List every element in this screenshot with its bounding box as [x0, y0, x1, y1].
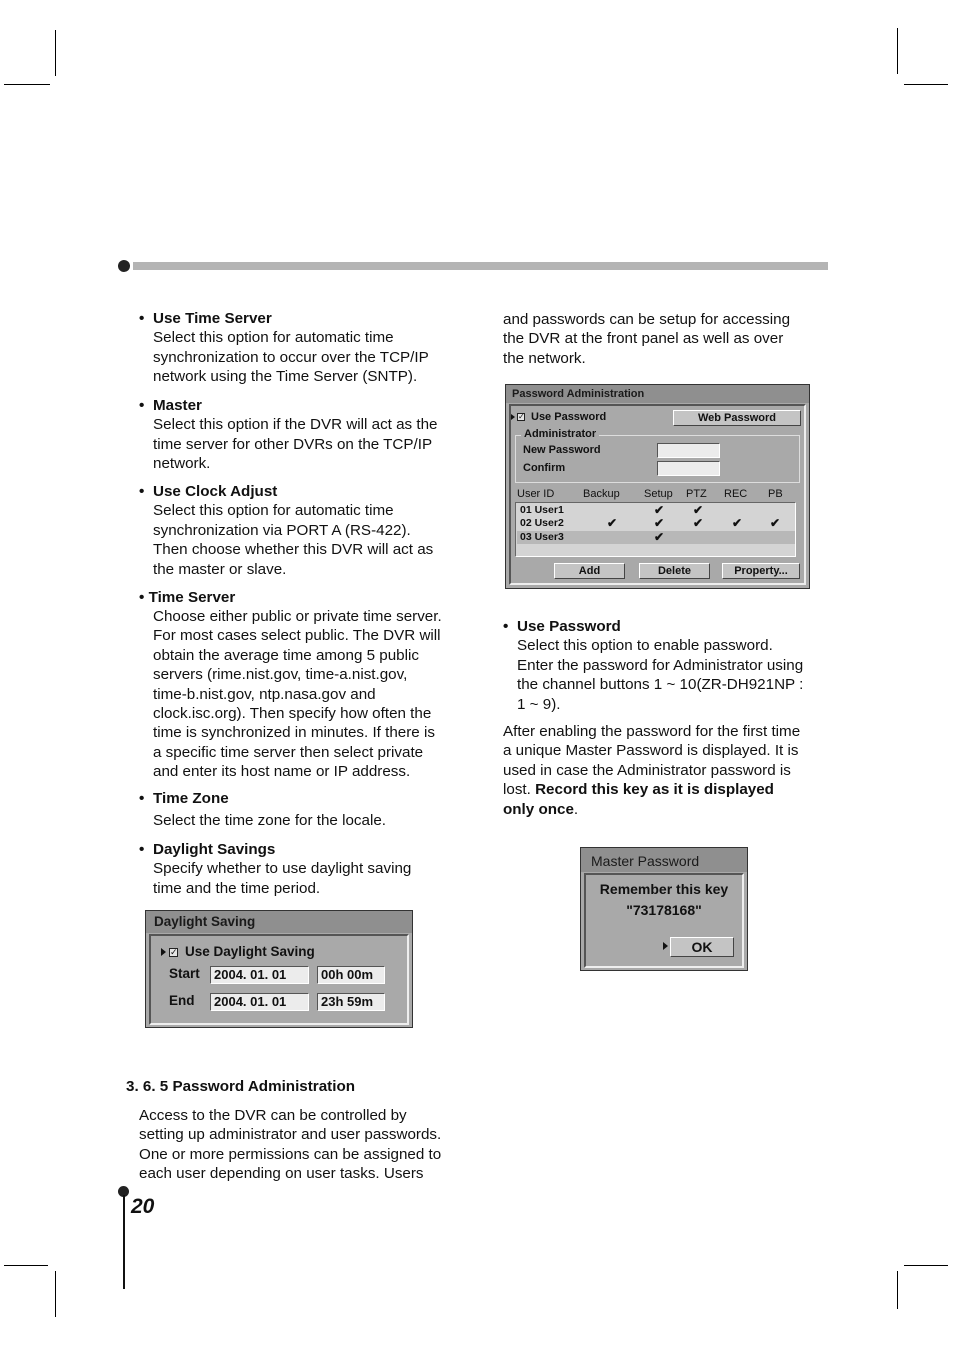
- column-header: PTZ: [686, 488, 707, 500]
- bullet-mark: •: [139, 841, 145, 858]
- page-rule: [123, 1195, 125, 1289]
- body-line: and passwords can be setup for accessing: [503, 311, 791, 328]
- user-id: 03 User3: [520, 531, 564, 543]
- item-line: 1 ~ 9).: [517, 695, 561, 713]
- body-line: setting up administrator and user passwords.: [139, 1126, 442, 1144]
- dialog-title: Master Password: [581, 848, 747, 872]
- item-line: time-b.nist.gov, ntp.nasa.gov and: [153, 685, 376, 703]
- section-heading: 3. 6. 5 Password Administration: [126, 1078, 355, 1095]
- bullet-mark: •: [503, 618, 509, 635]
- user-id: 01 User1: [520, 504, 564, 516]
- body-line: [503, 780, 838, 799]
- body-line: used in case the Administrator password is: [503, 761, 791, 779]
- administrator-group-label: Administrator: [521, 428, 599, 440]
- ok-button[interactable]: OK: [670, 937, 734, 957]
- master-password-dialog: [580, 847, 748, 971]
- setup-check-icon: ✔: [654, 530, 665, 544]
- item-line: time server for other DVRs on the TCP/IP: [153, 435, 433, 453]
- bullet-mark: •: [139, 483, 145, 500]
- item-title: Use Time Server: [153, 310, 272, 327]
- item-line: Then choose whether this DVR will act as: [153, 541, 434, 559]
- end-date-field[interactable]: 2004. 01. 01: [210, 993, 309, 1011]
- crop-mark: [904, 84, 948, 85]
- item-line: a specific time server then select private: [153, 743, 424, 761]
- bullet-daylight: [139, 840, 144, 859]
- crop-mark: [55, 1271, 56, 1317]
- bullet-time-server: [139, 588, 235, 607]
- rec-check-icon: ✔: [732, 516, 743, 530]
- end-time-field[interactable]: 23h 59m: [317, 993, 385, 1011]
- item-line: For most cases select public. The DVR will: [153, 627, 441, 645]
- use-password-label: Use Password: [531, 411, 607, 423]
- use-password-checkbox[interactable]: ✓: [518, 412, 525, 421]
- user-id: 02 User2: [520, 517, 564, 529]
- body-line: each user depending on user tasks. Users: [139, 1165, 424, 1183]
- bullet-time-zone: [139, 789, 144, 808]
- confirm-field[interactable]: [657, 461, 720, 476]
- selector-arrow-icon: [511, 414, 515, 420]
- item-title: Time Zone: [153, 790, 229, 807]
- column-header: Setup: [644, 488, 673, 500]
- new-password-label: New Password: [523, 444, 601, 456]
- use-daylight-label: Use Daylight Saving: [185, 944, 315, 959]
- item-line: network.: [153, 455, 211, 473]
- setup-check-icon: ✔: [654, 503, 665, 517]
- crop-mark: [55, 30, 56, 76]
- setup-check-icon: ✔: [654, 516, 665, 530]
- body-line: the network.: [503, 349, 586, 367]
- item-line: Select the time zone for the locale.: [153, 812, 387, 830]
- password-admin-dialog: [505, 384, 810, 589]
- header-bar: [133, 262, 828, 270]
- crop-mark: [897, 1271, 898, 1309]
- delete-button[interactable]: Delete: [639, 563, 710, 579]
- item-line: Choose either public or private time server.: [153, 608, 442, 625]
- item-title: Master: [153, 397, 202, 414]
- web-password-button[interactable]: Web Password: [673, 410, 801, 426]
- body-line: a unique Master Password is displayed. It is: [503, 742, 799, 760]
- daylight-saving-dialog: [145, 910, 413, 1028]
- item-use-password: [517, 617, 837, 714]
- bullet-mark: •: [139, 790, 145, 807]
- item-line: the master or slave.: [153, 560, 287, 578]
- use-daylight-checkbox[interactable]: ✓: [170, 947, 178, 957]
- bullet-use-password: [503, 617, 508, 636]
- bullet-mark: •: [139, 397, 145, 414]
- body-bold-text: Record this key as it is displayed: [535, 781, 774, 799]
- end-label: End: [169, 993, 195, 1008]
- add-button[interactable]: Add: [554, 563, 625, 579]
- item-line: and enter its host name or IP address.: [153, 763, 411, 781]
- column-header: PB: [768, 488, 783, 500]
- item-master: [153, 396, 473, 474]
- after-paragraph: [503, 722, 838, 819]
- intro-paragraph: [503, 310, 833, 368]
- page-number: 20: [131, 1195, 155, 1218]
- start-date-field[interactable]: 2004. 01. 01: [210, 966, 309, 984]
- item-title: Daylight Savings: [153, 841, 276, 858]
- body-line: After enabling the password for the first time: [503, 723, 801, 740]
- item-line: Enter the password for Administrator using: [517, 656, 804, 674]
- property-button[interactable]: Property...: [722, 563, 800, 579]
- body-line: [503, 800, 838, 819]
- master-key-value: "73178168": [626, 902, 702, 918]
- bullet-use-time-server: [139, 309, 144, 328]
- column-header: REC: [724, 488, 748, 500]
- item-line: network using the Time Server (SNTP).: [153, 368, 418, 386]
- bullet-clock-adjust: [139, 482, 144, 501]
- item-time-server: [153, 607, 473, 782]
- start-label: Start: [169, 966, 200, 981]
- item-daylight-savings: [153, 840, 473, 898]
- bullet-mark: •: [139, 310, 145, 327]
- remember-key-text: Remember this key: [599, 881, 729, 897]
- item-line: obtain the average time among 5 public: [153, 646, 419, 664]
- crop-mark: [897, 28, 898, 74]
- item-use-clock-adjust: [153, 482, 473, 579]
- dialog-title: Daylight Saving: [146, 911, 412, 933]
- item-line: servers (rime.nist.gov, time-a.nist.gov,: [153, 666, 408, 684]
- body-bold-text: only once: [503, 800, 574, 818]
- selector-arrow-icon: [663, 942, 668, 950]
- item-line: Select this option for automatic time: [153, 329, 394, 347]
- item-line: clock.isc.org). Then specify how often the: [153, 705, 432, 723]
- header-dot: [118, 260, 130, 272]
- section-body: [139, 1106, 479, 1184]
- column-header: User ID: [517, 488, 555, 500]
- crop-mark: [904, 1265, 948, 1266]
- item-line: Specify whether to use daylight saving: [153, 860, 412, 878]
- item-title: Use Clock Adjust: [153, 483, 278, 500]
- ptz-check-icon: ✔: [693, 516, 704, 530]
- dialog-title: Password Administration: [506, 385, 809, 403]
- crop-mark: [4, 84, 50, 85]
- confirm-label: Confirm: [523, 462, 566, 474]
- backup-check-icon: ✔: [607, 516, 618, 530]
- item-line: the channel buttons 1 ~ 10(ZR-DH921NP :: [517, 676, 804, 694]
- item-line: time and the time period.: [153, 879, 321, 897]
- selector-arrow-icon: [161, 948, 166, 956]
- body-line: Access to the DVR can be controlled by: [139, 1107, 407, 1124]
- start-time-field[interactable]: 00h 00m: [317, 966, 385, 984]
- body-line: the DVR at the front panel as well as over: [503, 330, 784, 348]
- item-time-zone: [153, 789, 473, 831]
- crop-mark: [4, 1265, 48, 1266]
- item-title: Time Server: [148, 589, 236, 606]
- item-line: Select this option if the DVR will act as the: [153, 416, 438, 434]
- bullet-master: [139, 396, 144, 415]
- column-header: Backup: [583, 488, 620, 500]
- bullet-mark: •: [139, 589, 145, 606]
- item-use-time-server: [153, 309, 473, 387]
- pb-check-icon: ✔: [770, 516, 781, 530]
- body-line: One or more permissions can be assigned to: [139, 1145, 442, 1163]
- item-line: synchronization to occur over the TCP/IP: [153, 348, 429, 366]
- ptz-check-icon: ✔: [693, 503, 704, 517]
- new-password-field[interactable]: [657, 443, 720, 458]
- item-title: Use Password: [517, 618, 621, 635]
- body-text: lost.: [503, 781, 536, 799]
- body-text: .: [573, 800, 579, 818]
- item-line: synchronization via PORT A (RS-422).: [153, 521, 411, 539]
- item-line: Select this option for automatic time: [153, 502, 394, 520]
- item-line: Select this option to enable password.: [517, 637, 773, 655]
- item-line: time is synchronized in minutes. If there is: [153, 724, 435, 742]
